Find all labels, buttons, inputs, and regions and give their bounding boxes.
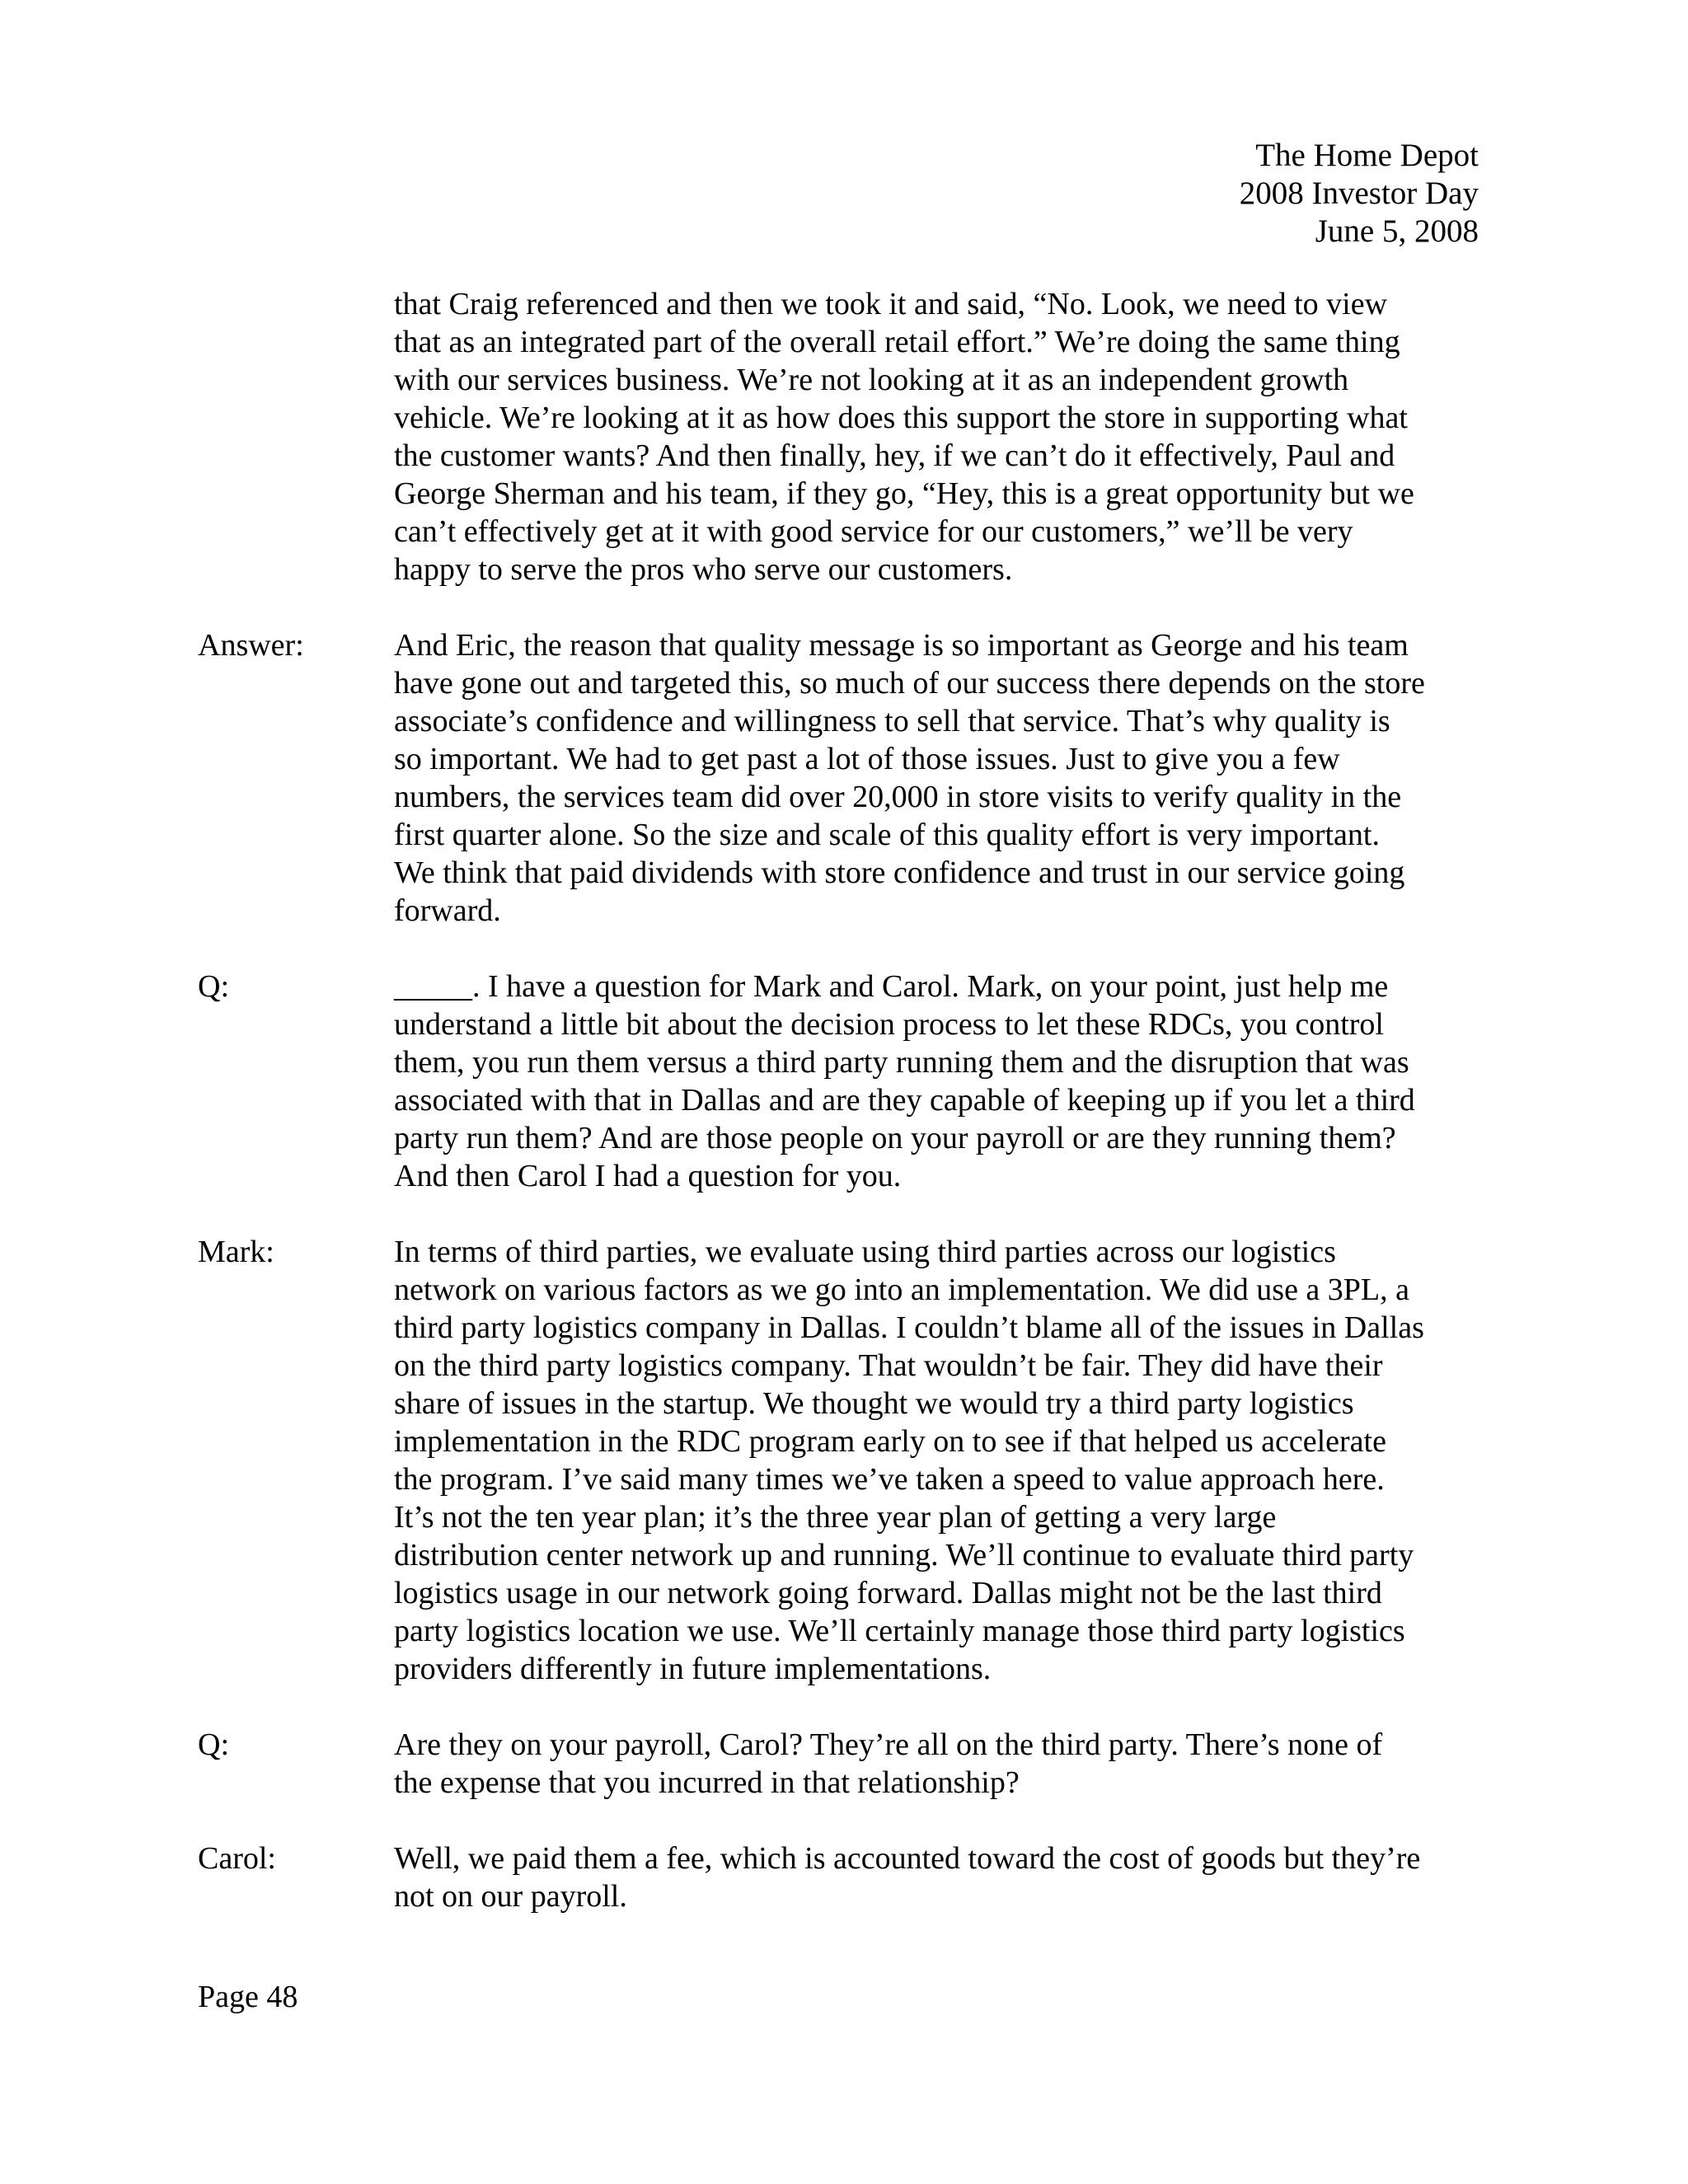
text-line: share of issues in the startup. We thought we would try a third party logistics xyxy=(394,1386,1354,1421)
text-line: associate’s confidence and willingness to sell that service. That’s why quality is xyxy=(394,704,1390,738)
speaker-text xyxy=(394,285,1484,588)
speaker-label: Q: xyxy=(198,1727,229,1762)
text-line: the customer wants? And then finally, hey, if we can’t do it effectively, Paul and xyxy=(394,438,1395,473)
transcript-body xyxy=(198,285,1484,1953)
text-line: And Eric, the reason that quality message is so important as George and his team xyxy=(394,628,1409,663)
text-line: party run them? And are those people on your payroll or are they running them? xyxy=(394,1121,1396,1155)
text-line: numbers, the services team did over 20,000 in store visits to verify quality in the xyxy=(394,780,1402,814)
speaker-label: Carol: xyxy=(198,1841,276,1876)
header-event: 2008 Investor Day xyxy=(1239,176,1479,211)
text-line: George Sherman and his team, if they go, “Hey, this is a great opportunity but we xyxy=(394,476,1414,511)
speaker-label: Q: xyxy=(198,969,229,1004)
text-line: And then Carol I had a question for you. xyxy=(394,1159,902,1193)
text-line: on the third party logistics company. That wouldn’t be fair. They did have their xyxy=(394,1348,1383,1383)
page-number: Page 48 xyxy=(198,1980,298,2014)
speaker-text xyxy=(394,1840,1484,1915)
text-line: understand a little bit about the decision process to let these RDCs, you control xyxy=(394,1007,1384,1042)
text-line: distribution center network up and running. We’ll continue to evaluate third party xyxy=(394,1538,1414,1572)
text-line: can’t effectively get at it with good service for our customers,” we’ll be very xyxy=(394,514,1353,549)
speaker-label xyxy=(198,285,394,588)
speaker-text xyxy=(394,1726,1484,1802)
text-line: happy to serve the pros who serve our customers. xyxy=(394,552,1013,587)
text-line: Are they on your payroll, Carol? They’re all on the third party. There’s none of xyxy=(394,1727,1383,1762)
text-line: In terms of third parties, we evaluate using third parties across our logistics xyxy=(394,1235,1336,1269)
text-line: We think that paid dividends with store confidence and trust in our service going xyxy=(394,855,1405,890)
text-line: providers differently in future implementations. xyxy=(394,1652,992,1686)
transcript-entry xyxy=(198,285,1484,588)
transcript-entry xyxy=(198,1726,1484,1802)
speaker-text xyxy=(394,626,1484,930)
text-line: with our services business. We’re not looking at it as an independent growth xyxy=(394,363,1349,397)
text-line: first quarter alone. So the size and scale of this quality effort is very important. xyxy=(394,818,1380,852)
text-line: the program. I’ve said many times we’ve taken a speed to value approach here. xyxy=(394,1462,1385,1497)
text-line: implementation in the RDC program early on to see if that helped us accelerate xyxy=(394,1424,1386,1459)
text-line: forward. xyxy=(394,893,501,928)
text-line: them, you run them versus a third party running them and the disruption that was xyxy=(394,1045,1409,1080)
header-company: The Home Depot xyxy=(1255,138,1479,173)
transcript-entry xyxy=(198,626,1484,930)
document-header xyxy=(1240,137,1479,251)
text-line: Well, we paid them a fee, which is accounted toward the cost of goods but they’re xyxy=(394,1841,1421,1876)
text-line: that as an integrated part of the overall retail effort.” We’re doing the same thing xyxy=(394,325,1400,359)
text-line: network on various factors as we go into an implementation. We did use a 3PL, a xyxy=(394,1272,1410,1307)
text-line: _____. I have a question for Mark and Carol. Mark, on your point, just help me xyxy=(394,969,1389,1004)
speaker-label: Mark: xyxy=(198,1235,274,1269)
text-line: that Craig referenced and then we took it and said, “No. Look, we need to view xyxy=(394,287,1388,321)
transcript-entry xyxy=(198,1233,1484,1688)
text-line: third party logistics company in Dallas. I couldn’t blame all of the issues in Dallas xyxy=(394,1310,1424,1345)
text-line: have gone out and targeted this, so much of our success there depends on the store xyxy=(394,666,1425,701)
text-line: party logistics location we use. We’ll certainly manage those third party logistics xyxy=(394,1614,1405,1648)
text-line: associated with that in Dallas and are they capable of keeping up if you let a third xyxy=(394,1083,1415,1118)
text-line: the expense that you incurred in that relationship? xyxy=(394,1765,1020,1800)
transcript-entry xyxy=(198,1840,1484,1915)
text-line: so important. We had to get past a lot of those issues. Just to give you a few xyxy=(394,742,1340,776)
speaker-text xyxy=(394,968,1484,1195)
speaker-label: Answer: xyxy=(198,628,304,663)
text-line: not on our payroll. xyxy=(394,1879,627,1914)
text-line: vehicle. We’re looking at it as how does this support the store in supporting what xyxy=(394,401,1408,435)
transcript-entry xyxy=(198,968,1484,1195)
speaker-text xyxy=(394,1233,1484,1688)
text-line: It’s not the ten year plan; it’s the three year plan of getting a very large xyxy=(394,1500,1277,1535)
text-line: logistics usage in our network going forward. Dallas might not be the last third xyxy=(394,1576,1382,1610)
header-date: June 5, 2008 xyxy=(1315,213,1479,249)
